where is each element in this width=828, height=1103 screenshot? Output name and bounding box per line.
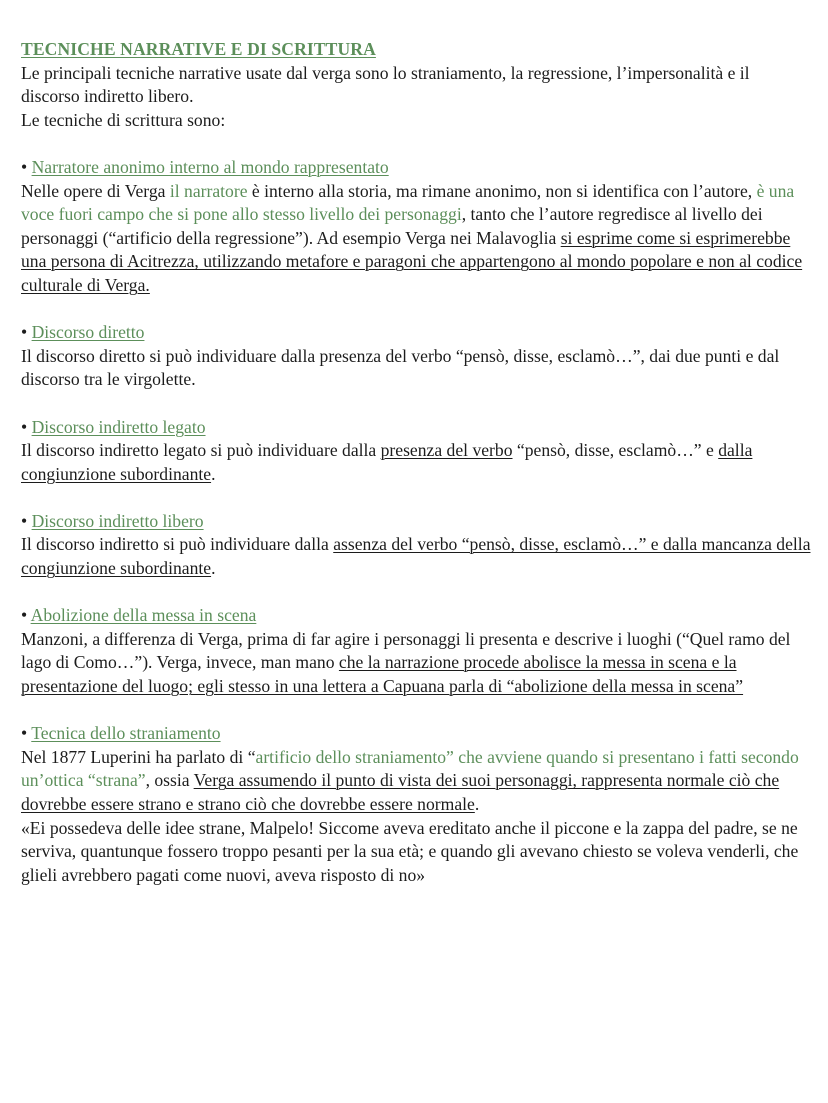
quote-malpelo: «Ei possedeva delle idee strane, Malpelo! Siccome aveva ereditato anche il piccone e la zappa del padre, se ne serviva, quantunque fossero troppo pesanti per la sua età; e quando gli avevano chiesto se voleva venderli, che glieli avrebbero pagati come nuovi, aveva risposto di no» bbox=[21, 817, 799, 885]
bullet: • bbox=[21, 416, 28, 437]
bullet: • bbox=[21, 156, 28, 177]
page-title: TECNICHE NARRATIVE E DI SCRITTURA bbox=[21, 39, 376, 59]
section-text-discorso-diretto: Il discorso diretto si può individuare dalla presenza del verbo “pensò, disse, esclamò…”, dai due punti e dal discorso tra le virgolette. bbox=[21, 345, 780, 390]
section-heading-straniamento: • Tecnica dello straniamento bbox=[21, 723, 221, 744]
section-heading-indiretto-libero: • Discorso indiretto libero bbox=[21, 510, 204, 531]
section-text-straniamento: Nel 1877 Luperini ha parlato di “artificio dello straniamento” che avviene quando si presentano i fatti secondo un’ottica “strana”, ossia Verga assumendo il punto di vista dei suoi personaggi, rappresenta normale ciò che dovrebbe essere strano e strano ciò che dovrebbe essere normale. bbox=[21, 746, 799, 814]
section-text-indiretto-libero: Il discorso indiretto si può individuare dalla assenza del verbo “pensò, disse, esclamò…” e dalla mancanza della congiunzione subordinante. bbox=[21, 534, 811, 579]
intro-paragraph: Le principali tecniche narrative usate dal verga sono lo straniamento, la regressione, l’impersonalità e il discorso indiretto libero. bbox=[21, 62, 750, 107]
bullet: • bbox=[21, 723, 28, 744]
document-body bbox=[21, 38, 811, 887]
section-text-abolizione: Manzoni, a differenza di Verga, prima di far agire i personaggi li presenta e descrive i luoghi (“Quel ramo del lago di Como…”). Verga, invece, man mano che la narrazione procede abolisce la messa in scena e la presentazione del luogo; egli stesso in una lettera a Capuana parla di “abolizione della messa in scena” bbox=[21, 628, 791, 697]
intro-list-lead: Le tecniche di scrittura sono: bbox=[21, 109, 226, 130]
section-text-narratore: Nelle opere di Verga il narratore è interno alla storia, ma rimane anonimo, non si identifica con l’autore, è una voce fuori campo che si pone allo stesso livello dei personaggi, tanto che l’autore regredisce al livello dei personaggi (“artificio della regressione”). Ad esempio Verga nei Malavoglia si esprime come si esprimerebbe una persona di Acitrezza, utilizzando metafore e paragoni che appartengono al mondo popolare e non al codice culturale di Verga. bbox=[21, 180, 803, 295]
section-heading-indiretto-legato: • Discorso indiretto legato bbox=[21, 416, 206, 437]
section-text-indiretto-legato: Il discorso indiretto legato si può individuare dalla presenza del verbo “pensò, disse, esclamò…” e dalla congiunzione subordinante. bbox=[21, 440, 753, 484]
section-heading-narratore: • Narratore anonimo interno al mondo rappresentato bbox=[21, 156, 389, 177]
section-heading-discorso-diretto: • Discorso diretto bbox=[21, 322, 145, 343]
section-heading-abolizione: • Abolizione della messa in scena bbox=[21, 605, 257, 626]
bullet: • bbox=[21, 605, 28, 626]
bullet: • bbox=[21, 510, 28, 531]
bullet: • bbox=[21, 322, 28, 343]
